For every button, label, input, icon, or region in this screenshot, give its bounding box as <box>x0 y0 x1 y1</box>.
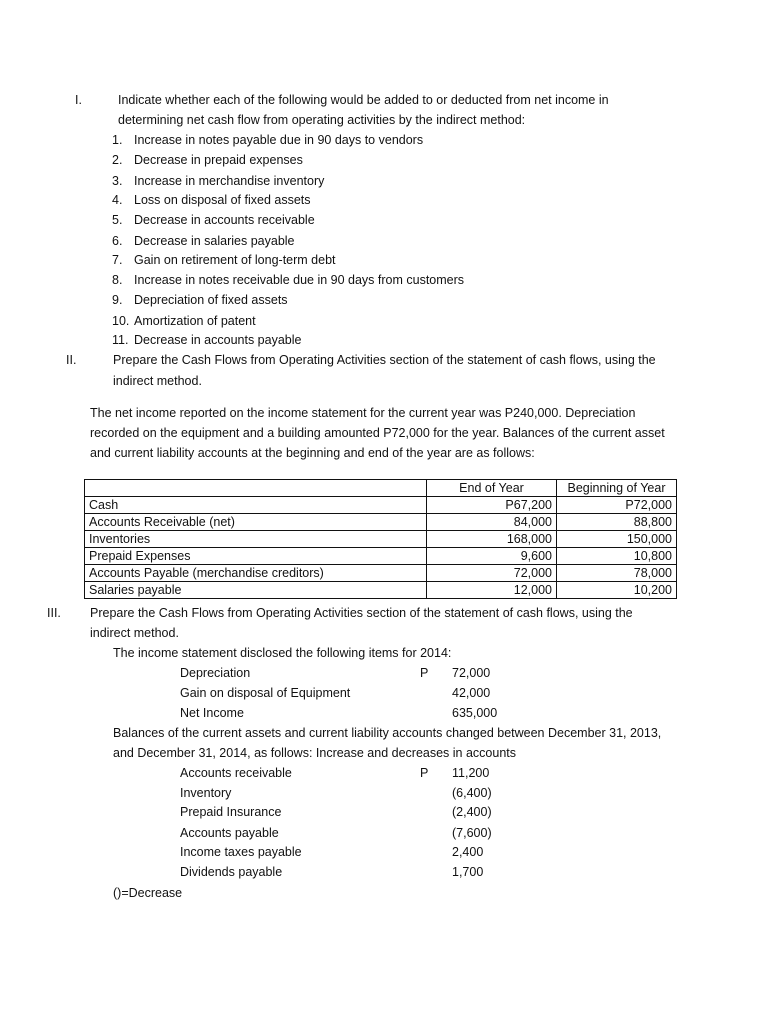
decrease-legend: ()=Decrease <box>113 886 183 900</box>
table-cell-account: Salaries payable <box>85 582 427 599</box>
table-row <box>85 548 677 565</box>
table-cell-beginning: 10,800 <box>557 548 677 565</box>
table-header-row <box>85 480 677 497</box>
table-cell-end: 9,600 <box>427 548 557 565</box>
table-cell-beginning: 150,000 <box>557 531 677 548</box>
balance-item-currency: P <box>420 766 429 780</box>
table-cell-beginning: 78,000 <box>557 565 677 582</box>
list-item: 9. Depreciation of fixed assets <box>112 293 288 307</box>
table-cell-beginning: P72,000 <box>557 497 677 514</box>
balance-item-value: (7,600) <box>452 826 492 840</box>
section-2-heading-line-2: indirect method. <box>113 374 202 388</box>
table-row <box>85 514 677 531</box>
section-2-paragraph-line-1: The net income reported on the income statement for the current year was P240,000. Depreciation <box>90 406 636 420</box>
balance-item-label: Income taxes payable <box>180 845 302 859</box>
table-cell-account: Inventories <box>85 531 427 548</box>
income-item-currency: P <box>420 666 429 680</box>
table-cell-account: Cash <box>85 497 427 514</box>
balances-line-1: Balances of the current assets and current liability accounts changed between December 31, 2013, <box>113 726 662 740</box>
table-header-end-of-year: End of Year <box>427 480 557 497</box>
income-item-label: Net Income <box>180 706 244 720</box>
balance-item-value: (2,400) <box>452 805 492 819</box>
section-2-paragraph-line-2: recorded on the equipment and a building amounted P72,000 for the year. Balances of the current asset <box>90 426 665 440</box>
income-item-value: 635,000 <box>452 706 498 720</box>
table-cell-end: 72,000 <box>427 565 557 582</box>
list-item: 3. Increase in merchandise inventory <box>112 174 325 188</box>
income-item-label: Gain on disposal of Equipment <box>180 686 351 700</box>
section-3-numeral: III. <box>47 606 61 620</box>
balance-item-label: Inventory <box>180 786 232 800</box>
list-item: 5. Decrease in accounts receivable <box>112 213 315 227</box>
section-2-numeral: II. <box>66 353 77 367</box>
list-item: 4. Loss on disposal of fixed assets <box>112 193 311 207</box>
table-cell-beginning: 88,800 <box>557 514 677 531</box>
balance-item-label: Accounts receivable <box>180 766 292 780</box>
table-cell-end: 12,000 <box>427 582 557 599</box>
section-1-intro-line-1: Indicate whether each of the following would be added to or deducted from net income in <box>118 93 609 107</box>
table-cell-account: Prepaid Expenses <box>85 548 427 565</box>
balance-item-label: Accounts payable <box>180 826 279 840</box>
balance-item-label: Dividends payable <box>180 865 283 879</box>
table-header-cell <box>85 480 427 497</box>
table-header-beginning-of-year: Beginning of Year <box>557 480 677 497</box>
list-item: 8. Increase in notes receivable due in 90 days from customers <box>112 273 465 287</box>
income-item-value: 72,000 <box>452 666 491 680</box>
list-item: 2. Decrease in prepaid expenses <box>112 153 303 167</box>
balances-line-2: and December 31, 2014, as follows: Increase and decreases in accounts <box>113 746 517 760</box>
section-2-paragraph-line-3: and current liability accounts at the beginning and end of the year are as follows: <box>90 446 535 460</box>
table-row <box>85 497 677 514</box>
section-2-heading-line-1: Prepare the Cash Flows from Operating Activities section of the statement of cash flows, using the <box>113 353 656 367</box>
balances-table <box>84 479 677 599</box>
list-item: 7. Gain on retirement of long-term debt <box>112 253 336 267</box>
section-1-intro-line-2: determining net cash flow from operating activities by the indirect method: <box>118 113 526 127</box>
list-item: 10. Amortization of patent <box>112 314 256 328</box>
section-3-heading-line-1: Prepare the Cash Flows from Operating Activities section of the statement of cash flows, using the <box>90 606 633 620</box>
section-1-numeral: I. <box>75 93 82 107</box>
list-item: 11. Decrease in accounts payable <box>112 333 302 347</box>
table-cell-beginning: 10,200 <box>557 582 677 599</box>
income-statement-intro: The income statement disclosed the following items for 2014: <box>113 646 452 660</box>
list-item: 1. Increase in notes payable due in 90 days to vendors <box>112 133 424 147</box>
table-cell-account: Accounts Receivable (net) <box>85 514 427 531</box>
table-row <box>85 531 677 548</box>
table-row <box>85 565 677 582</box>
table-cell-end: P67,200 <box>427 497 557 514</box>
balance-item-value: 11,200 <box>452 766 490 780</box>
income-item-label: Depreciation <box>180 666 251 680</box>
list-item: 6. Decrease in salaries payable <box>112 234 295 248</box>
table-row <box>85 582 677 599</box>
table-cell-account: Accounts Payable (merchandise creditors) <box>85 565 427 582</box>
income-item-value: 42,000 <box>452 686 491 700</box>
section-3-heading-line-2: indirect method. <box>90 626 179 640</box>
balance-item-value: 1,700 <box>452 865 484 879</box>
balance-item-value: 2,400 <box>452 845 484 859</box>
table-cell-end: 168,000 <box>427 531 557 548</box>
balance-item-label: Prepaid Insurance <box>180 805 282 819</box>
table-cell-end: 84,000 <box>427 514 557 531</box>
balance-item-value: (6,400) <box>452 786 492 800</box>
